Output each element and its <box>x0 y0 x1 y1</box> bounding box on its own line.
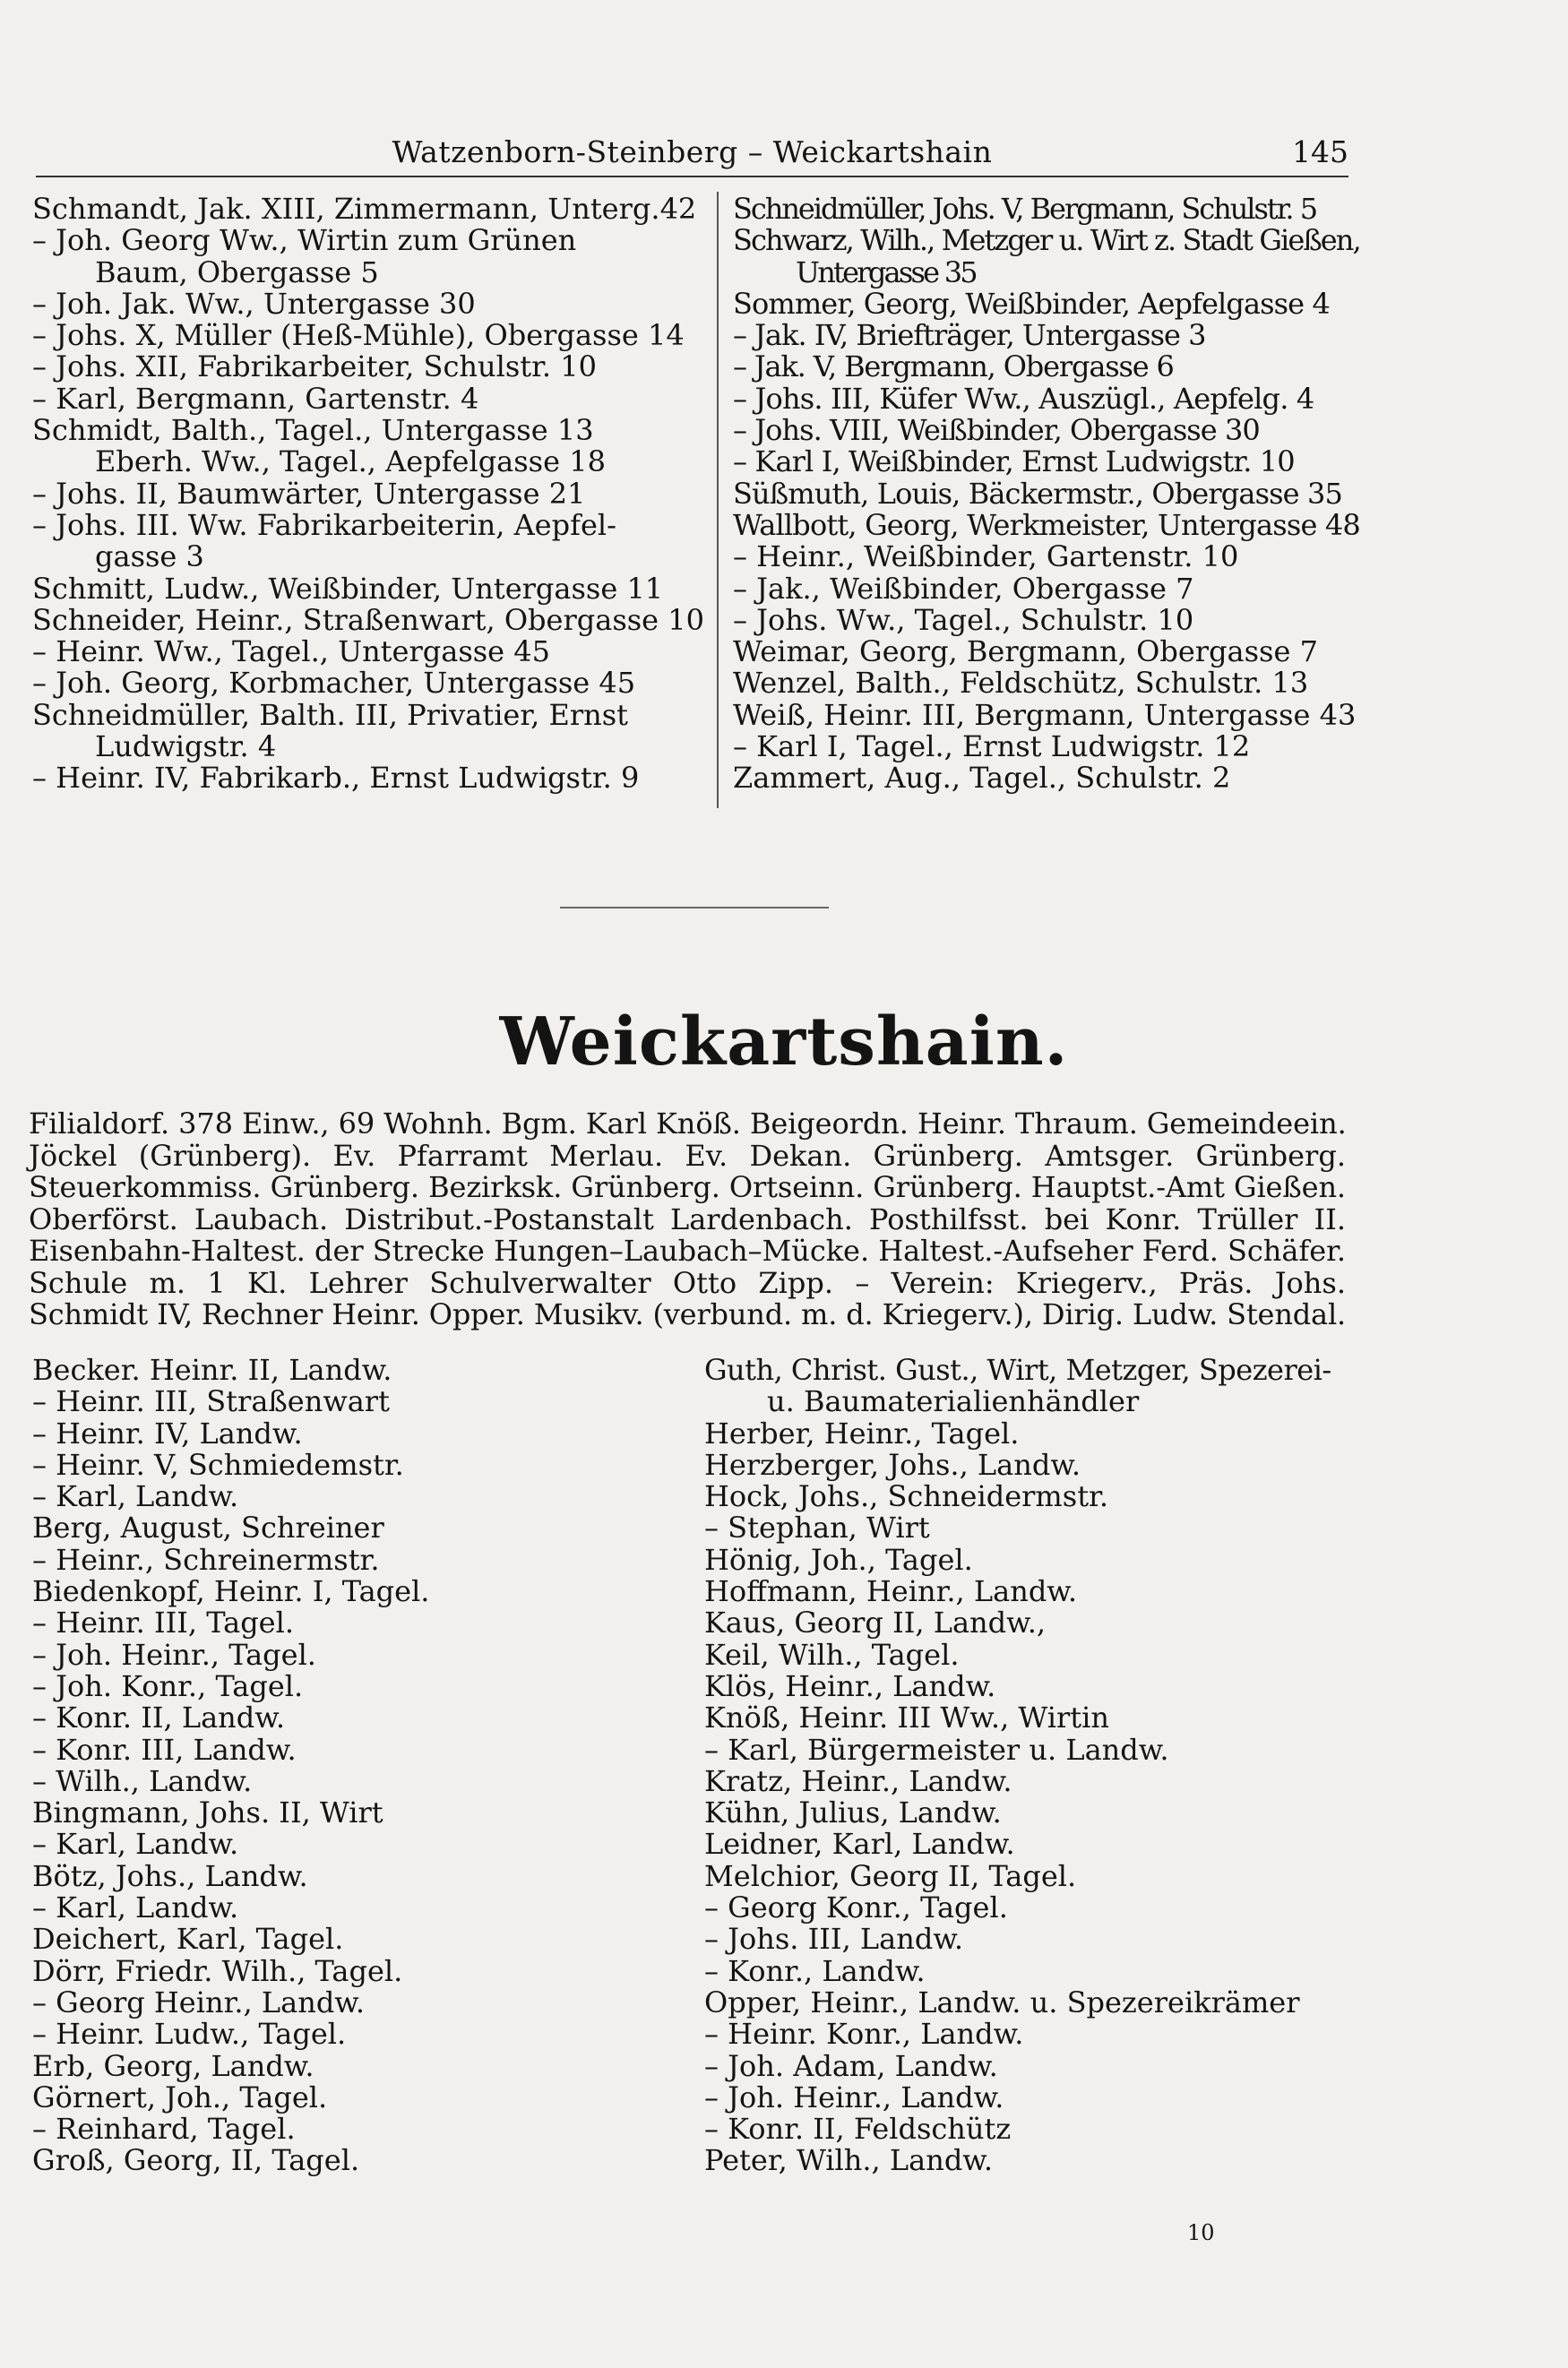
list-item: – Jak. IV, Briefträger, Untergasse 3 <box>733 318 1206 353</box>
list-item: Wallbott, Georg, Werkmeister, Untergasse 48 <box>733 507 1360 542</box>
list-item: – Joh. Adam, Landw. <box>704 2048 998 2083</box>
list-item: Schmitt, Ludw., Weißbinder, Untergasse 11 <box>32 571 664 606</box>
list-item: – Johs. II, Baumwärter, Untergasse 21 <box>32 476 586 511</box>
list-item: Knöß, Heinr. III Ww., Wirtin <box>704 1701 1109 1735</box>
list-item: Weimar, Georg, Bergmann, Obergasse 7 <box>733 634 1318 669</box>
village-info-paragraph <box>29 1108 1346 1331</box>
list-item: Klös, Heinr., Landw. <box>704 1668 996 1703</box>
list-item: gasse 3 <box>95 539 204 574</box>
list-item: – Heinr., Weißbinder, Gartenstr. 10 <box>733 539 1239 574</box>
list-item: Hock, Johs., Schneidermstr. <box>704 1479 1108 1514</box>
info-line: Steuerkommiss. Grünberg. Bezirksk. Grünberg. Ortseinn. Grünberg. Hauptst.-Amt Gießen. <box>29 1170 1346 1204</box>
list-item: – Konr. III, Landw. <box>32 1732 297 1767</box>
list-item: Keil, Wilh., Tagel. <box>704 1637 960 1672</box>
list-item: Schneidmüller, Johs. V, Bergmann, Schulstr. 5 <box>733 192 1317 226</box>
signature-mark: 10 <box>1187 2220 1215 2245</box>
list-item: – Konr. II, Landw. <box>32 1701 286 1735</box>
list-item: – Jak. V, Bergmann, Obergasse 6 <box>733 349 1174 384</box>
info-line: Schule m. 1 Kl. Lehrer Schulverwalter Otto Zipp. – Verein: Kriegerv., Präs. Johs. <box>29 1265 1346 1300</box>
list-item: – Heinr. Ww., Tagel., Untergasse 45 <box>32 634 550 669</box>
list-item: Kratz, Heinr., Landw. <box>704 1763 1012 1798</box>
list-item: – Johs. III, Landw. <box>704 1922 964 1957</box>
list-item: – Johs. Ww., Tagel., Schulstr. 10 <box>733 602 1194 637</box>
list-item: Baum, Obergasse 5 <box>95 254 379 289</box>
list-item: Bötz, Johs., Landw. <box>32 1858 308 1893</box>
column-divider <box>717 192 719 808</box>
list-item: – Karl, Bergmann, Gartenstr. 4 <box>32 381 479 416</box>
list-item: – Stephan, Wirt <box>704 1511 930 1546</box>
list-item: Zammert, Aug., Tagel., Schulstr. 2 <box>733 761 1231 796</box>
info-line: Oberförst. Laubach. Distribut.-Postanstalt Lardenbach. Posthilfsst. bei Konr. Trüller II. <box>29 1201 1346 1236</box>
list-item: Hoffmann, Heinr., Landw. <box>704 1574 1078 1609</box>
list-item: – Heinr. IV, Landw. <box>32 1416 303 1451</box>
list-item: Schneider, Heinr., Straßenwart, Obergasse 10 <box>32 602 704 637</box>
list-item: – Konr. II, Feldschütz <box>704 2112 1012 2147</box>
list-item: Herzberger, Johs., Landw. <box>704 1447 1081 1482</box>
list-item: – Joh. Georg, Korbmacher, Untergasse 45 <box>32 666 636 701</box>
list-item: Süßmuth, Louis, Bäckermstr., Obergasse 35 <box>733 476 1342 511</box>
list-item: Berg, August, Schreiner <box>32 1511 384 1546</box>
list-item: – Georg Heinr., Landw. <box>32 1985 366 2019</box>
list-item: Untergasse 35 <box>796 254 976 289</box>
bottom-left-column <box>32 1355 429 2177</box>
list-item: – Wilh., Landw. <box>32 1763 253 1798</box>
list-item: u. Baumaterialienhändler <box>767 1384 1140 1419</box>
list-item: – Jak., Weißbinder, Obergasse 7 <box>733 571 1194 606</box>
bleed-through-texture <box>27 842 79 1020</box>
list-item: – Karl I, Weißbinder, Ernst Ludwigstr. 10 <box>733 444 1295 479</box>
list-item: Guth, Christ. Gust., Wirt, Metzger, Spezerei- <box>704 1353 1331 1387</box>
list-item: – Konr., Landw. <box>704 1953 926 1988</box>
info-line: Jöckel (Grünberg). Ev. Pfarramt Merlau. Ev. Dekan. Grünberg. Amtsger. Grünberg. <box>29 1138 1346 1173</box>
section-title: Weickartshain. <box>499 1003 1069 1081</box>
list-item: – Johs. XII, Fabrikarbeiter, Schulstr. 10 <box>32 349 597 384</box>
list-item: – Heinr. Konr., Landw. <box>704 2017 1024 2052</box>
list-item: Hönig, Joh., Tagel. <box>704 1542 973 1577</box>
list-item: Leidner, Karl, Landw. <box>704 1827 1015 1862</box>
list-item: – Heinr., Schreinermstr. <box>32 1542 380 1577</box>
list-item: – Karl, Bürgermeister u. Landw. <box>704 1732 1169 1767</box>
list-item: Sommer, Georg, Weißbinder, Aepfelgasse 4 <box>733 286 1330 321</box>
list-item: – Joh. Heinr., Landw. <box>704 2080 1004 2114</box>
list-item: Erb, Georg, Landw. <box>32 2048 314 2083</box>
list-item: – Johs. X, Müller (Heß-Mühle), Obergasse 14 <box>32 318 685 353</box>
list-item: Becker. Heinr. II, Landw. <box>32 1353 392 1387</box>
list-item: – Heinr. III, Tagel. <box>32 1606 295 1640</box>
list-item: Kaus, Georg II, Landw., <box>704 1606 1047 1640</box>
info-line: Schmidt IV, Rechner Heinr. Opper. Musikv. (verbund. m. d. Kriegerv.), Dirig. Ludw. Stendal. <box>29 1297 1346 1331</box>
list-item: Ludwigstr. 4 <box>95 729 277 764</box>
page-number: 145 <box>1292 134 1348 169</box>
bottom-right-column <box>704 1355 1331 2177</box>
running-title: Watzenborn-Steinberg – Weickartshain <box>392 134 993 169</box>
list-item: Melchior, Georg II, Tagel. <box>704 1858 1077 1893</box>
list-item: – Heinr. III, Straßenwart <box>32 1384 390 1419</box>
info-line: Filialdorf. 378 Einw., 69 Wohnh. Bgm. Karl Knöß. Beigeordn. Heinr. Thraum. Gemeindeein. <box>29 1107 1347 1141</box>
list-item: – Karl I, Tagel., Ernst Ludwigstr. 12 <box>733 729 1251 764</box>
list-item: Herber, Heinr., Tagel. <box>704 1416 1020 1451</box>
list-item: Kühn, Julius, Landw. <box>704 1795 1002 1830</box>
list-item: Deichert, Karl, Tagel. <box>32 1922 344 1957</box>
list-item: Groß, Georg, II, Tagel. <box>32 2143 360 2178</box>
list-item: – Heinr. Ludw., Tagel. <box>32 2017 347 2052</box>
list-item: – Heinr. IV, Fabrikarb., Ernst Ludwigstr. 9 <box>32 761 640 796</box>
list-item: Görnert, Joh., Tagel. <box>32 2080 328 2114</box>
list-item: – Joh. Heinr., Tagel. <box>32 1637 316 1672</box>
list-item: Bingmann, Johs. II, Wirt <box>32 1795 383 1830</box>
list-item: Schneidmüller, Balth. III, Privatier, Ernst <box>32 697 629 732</box>
list-item: Wenzel, Balth., Feldschütz, Schulstr. 13 <box>733 666 1309 701</box>
list-item: – Joh. Jak. Ww., Untergasse 30 <box>32 286 476 321</box>
list-item: – Joh. Konr., Tagel. <box>32 1668 304 1703</box>
list-item: – Karl, Landw. <box>32 1890 239 1925</box>
list-item: Eberh. Ww., Tagel., Aepfelgasse 18 <box>95 444 606 479</box>
list-item: Schmidt, Balth., Tagel., Untergasse 13 <box>32 413 594 448</box>
list-item: – Johs. III, Küfer Ww., Auszügl., Aepfelg. 4 <box>733 381 1314 416</box>
top-left-column <box>32 194 704 795</box>
list-item: Biedenkopf, Heinr. I, Tagel. <box>32 1574 430 1609</box>
list-item: Schwarz, Wilh., Metzger u. Wirt z. Stadt Gießen, <box>733 223 1360 258</box>
top-right-column <box>733 194 1360 795</box>
list-item: Opper, Heinr., Landw. u. Spezereikrämer <box>704 1985 1300 2019</box>
list-item: – Heinr. V, Schmiedemstr. <box>32 1447 404 1482</box>
info-line: Eisenbahn-Haltest. der Strecke Hungen–Laubach–Mücke. Haltest.-Aufseher Ferd. Schäfer. <box>29 1234 1346 1268</box>
list-item: – Georg Konr., Tagel. <box>704 1890 1008 1925</box>
list-item: Dörr, Friedr. Wilh., Tagel. <box>32 1953 403 1988</box>
list-item: Weiß, Heinr. III, Bergmann, Untergasse 43 <box>733 697 1357 732</box>
list-item: – Karl, Landw. <box>32 1479 239 1514</box>
list-item: – Johs. VIII, Weißbinder, Obergasse 30 <box>733 413 1260 448</box>
list-item: Schmandt, Jak. XIII, Zimmermann, Unterg.42 <box>32 192 697 226</box>
list-item: – Karl, Landw. <box>32 1827 239 1862</box>
list-item: Peter, Wilh., Landw. <box>704 2143 994 2178</box>
page-header <box>36 131 1348 177</box>
list-item: – Reinhard, Tagel. <box>32 2112 296 2147</box>
list-item: – Joh. Georg Ww., Wirtin zum Grünen <box>32 223 577 258</box>
list-item: – Johs. III. Ww. Fabrikarbeiterin, Aepfel- <box>32 507 616 542</box>
section-divider <box>560 907 829 908</box>
